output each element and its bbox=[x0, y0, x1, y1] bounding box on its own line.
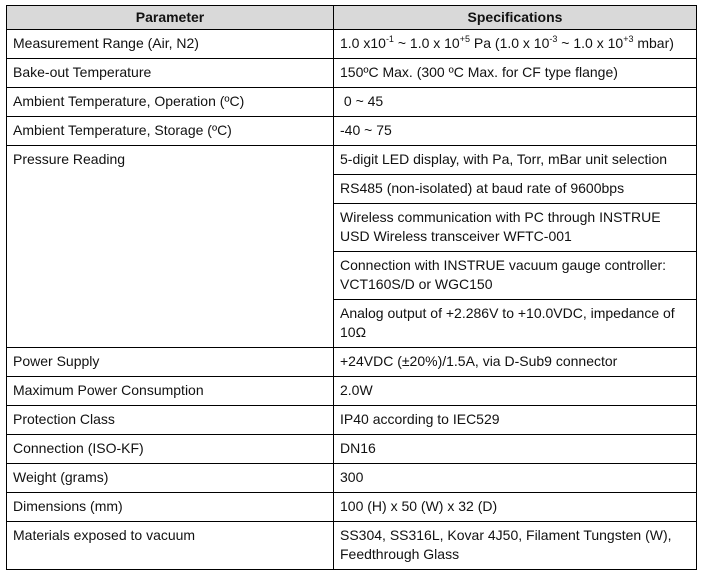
specifications-header: Specifications bbox=[334, 6, 697, 30]
range-text: ~ 1.0 x 10 bbox=[557, 35, 624, 51]
parameter-cell: Protection Class bbox=[7, 406, 334, 435]
parameter-header: Parameter bbox=[7, 6, 334, 30]
range-text: 1.0 x10 bbox=[340, 35, 386, 51]
parameter-cell: Dimensions (mm) bbox=[7, 493, 334, 522]
table-row bbox=[7, 348, 697, 377]
parameter-cell: Materials exposed to vacuum bbox=[7, 522, 334, 570]
parameter-cell: Pressure Reading bbox=[7, 146, 334, 348]
specification-cell: 150ºC Max. (300 ºC Max. for CF type flange) bbox=[334, 59, 697, 88]
table-row bbox=[7, 88, 697, 117]
header-row bbox=[7, 6, 697, 30]
exponent: +3 bbox=[623, 34, 634, 44]
exponent: -1 bbox=[385, 34, 394, 44]
table-row bbox=[7, 59, 697, 88]
table-row bbox=[7, 146, 697, 175]
table-row bbox=[7, 522, 697, 570]
specification-cell: Connection with INSTRUE vacuum gauge controller: VCT160S/D or WGC150 bbox=[334, 252, 697, 300]
specification-cell: SS304, SS316L, Kovar 4J50, Filament Tungsten (W), Feedthrough Glass bbox=[334, 522, 697, 570]
specification-cell: Analog output of +2.286V to +10.0VDC, impedance of 10Ω bbox=[334, 300, 697, 348]
table-row bbox=[7, 30, 697, 59]
exponent: +5 bbox=[459, 34, 470, 44]
parameter-cell: Maximum Power Consumption bbox=[7, 377, 334, 406]
parameter-cell: Measurement Range (Air, N2) bbox=[7, 30, 334, 59]
specification-cell: 0 ~ 45 bbox=[334, 88, 697, 117]
specification-cell: IP40 according to IEC529 bbox=[334, 406, 697, 435]
table-row bbox=[7, 435, 697, 464]
specification-cell: +24VDC (±20%)/1.5A, via D-Sub9 connector bbox=[334, 348, 697, 377]
parameter-cell: Weight (grams) bbox=[7, 464, 334, 493]
parameter-cell: Ambient Temperature, Operation (ºC) bbox=[7, 88, 334, 117]
specification-cell: 100 (H) x 50 (W) x 32 (D) bbox=[334, 493, 697, 522]
specification-cell bbox=[334, 30, 697, 59]
parameter-cell: Bake-out Temperature bbox=[7, 59, 334, 88]
parameter-cell: Ambient Temperature, Storage (ºC) bbox=[7, 117, 334, 146]
specification-cell: 5-digit LED display, with Pa, Torr, mBar unit selection bbox=[334, 146, 697, 175]
specification-cell: RS485 (non-isolated) at baud rate of 9600bps bbox=[334, 175, 697, 204]
exponent: -3 bbox=[549, 34, 558, 44]
range-text: mbar) bbox=[633, 35, 674, 51]
specification-cell: -40 ~ 75 bbox=[334, 117, 697, 146]
parameter-cell: Power Supply bbox=[7, 348, 334, 377]
table-row bbox=[7, 117, 697, 146]
parameter-cell: Connection (ISO-KF) bbox=[7, 435, 334, 464]
range-text: ~ 1.0 x 10 bbox=[393, 35, 460, 51]
specification-cell: 300 bbox=[334, 464, 697, 493]
specification-cell: Wireless communication with PC through INSTRUE USD Wireless transceiver WFTC-001 bbox=[334, 204, 697, 252]
specifications-table bbox=[6, 5, 697, 570]
table-row bbox=[7, 493, 697, 522]
specification-cell: DN16 bbox=[334, 435, 697, 464]
specification-cell: 2.0W bbox=[334, 377, 697, 406]
table-row bbox=[7, 464, 697, 493]
range-text: Pa (1.0 x 10 bbox=[470, 35, 550, 51]
table-row bbox=[7, 377, 697, 406]
table-row bbox=[7, 406, 697, 435]
